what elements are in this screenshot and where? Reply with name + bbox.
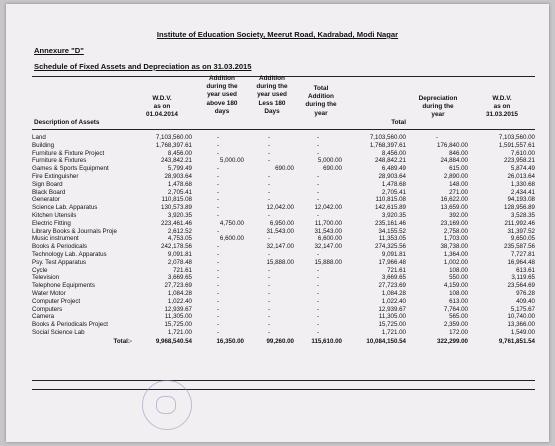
document-sheet <box>6 4 549 442</box>
table-row <box>32 321 535 329</box>
depreciation-cell: 846.00 <box>449 149 468 157</box>
addition-above-180-cell: - <box>216 328 220 336</box>
asset-name-cell: Building <box>32 141 55 149</box>
wdv-open-total-cell: 9,968,540.54 <box>155 337 192 345</box>
asset-name-cell: Water Motor <box>32 289 66 297</box>
addition-less-180-cell: - <box>267 250 271 258</box>
wdv-close-cell: 409.40 <box>516 297 535 305</box>
wdv-open-cell: 27,723.69 <box>164 282 192 290</box>
wdv-close-cell: 7,103,560.00 <box>498 134 535 141</box>
wdv-close-cell: 3,528.35 <box>510 211 535 219</box>
total-addition-cell: 15,888.00 <box>314 258 342 266</box>
wdv-open-cell: 3,920.35 <box>167 211 192 219</box>
table-row <box>32 142 535 150</box>
depreciation-cell: 271.00 <box>449 188 468 196</box>
total-cell: 3,669.65 <box>381 274 406 282</box>
wdv-open-cell: 1,478.68 <box>167 180 192 188</box>
wdv-open-cell: 9,091.81 <box>167 250 192 258</box>
table-row <box>32 243 535 251</box>
total-cell: 235,161.46 <box>375 219 406 227</box>
total-top-rule <box>32 380 535 381</box>
wdv-open-cell: 5,799.49 <box>167 165 192 173</box>
addition-above-180-cell: - <box>216 305 220 313</box>
col-header-wdv-close: W.D.V. as on 31.03.2015 <box>486 95 518 119</box>
total-addition-cell: 6,600.00 <box>317 235 342 243</box>
col-header-total-addition: Total Addition during the year <box>305 85 337 117</box>
seal-stamp-inner <box>156 396 176 414</box>
asset-name-cell: Cycle <box>32 266 48 274</box>
total-addition-cell: - <box>316 305 320 313</box>
total-addition-cell: - <box>316 328 320 336</box>
asset-name-cell: Music instrument <box>32 235 79 243</box>
table-row <box>32 274 535 282</box>
wdv-close-total-cell: 9,761,851.54 <box>498 337 535 345</box>
total-cell: 110,815.08 <box>375 196 406 204</box>
addition-less-180-cell: - <box>267 328 271 336</box>
table-row <box>32 329 535 337</box>
addition-above-180-cell: - <box>216 243 220 251</box>
addition-above-180-cell: - <box>216 274 220 282</box>
total-addition-total-cell: 115,610.00 <box>311 337 342 345</box>
asset-name-cell: Land <box>32 134 46 141</box>
addition-less-180-cell: - <box>267 157 271 165</box>
addition-above-180-cell: - <box>216 211 220 219</box>
depreciation-cell: 4,159.00 <box>443 282 468 290</box>
total-cell: 6,489.49 <box>381 165 406 173</box>
table-row <box>32 134 535 142</box>
addition-above-180-cell: - <box>216 172 220 180</box>
total-addition-cell: - <box>316 211 320 219</box>
total-cell: 11,353.05 <box>378 235 406 243</box>
asset-name-cell: Books & Periodicals Project <box>32 321 109 329</box>
wdv-open-cell: 130,573.89 <box>161 204 192 212</box>
asset-name-cell: Camera <box>32 313 55 321</box>
wdv-close-cell: 235,587.56 <box>504 243 535 251</box>
col-header-addition-above-180: Addition during the year used above 180 days <box>206 75 238 115</box>
asset-name-cell: Games & Sports Equipment <box>32 165 109 173</box>
table-row <box>32 228 535 236</box>
total-addition-cell: - <box>316 297 320 305</box>
wdv-close-cell: 211,992.46 <box>504 219 535 227</box>
addition-less-180-cell: - <box>267 134 271 141</box>
asset-name-cell: Black Board <box>32 188 66 196</box>
col-header-description: Description of Assets <box>34 119 100 126</box>
depreciation-cell: 613.00 <box>449 297 468 305</box>
addition-less-180-cell: - <box>267 172 271 180</box>
wdv-close-cell: 7,610.00 <box>510 149 535 157</box>
total-cell: 274,325.56 <box>375 243 406 251</box>
depreciation-cell: 565.00 <box>449 313 468 321</box>
wdv-close-cell: 1,591,557.61 <box>498 141 535 149</box>
total-addition-cell: - <box>316 172 320 180</box>
total-cell: 248,842.21 <box>375 157 406 165</box>
total-addition-cell: 5,000.00 <box>317 157 342 165</box>
total-bottom-rule <box>32 389 535 390</box>
assets-table <box>32 134 535 346</box>
addition-above-180-cell: - <box>216 321 220 329</box>
asset-name-cell: Books & Periodicals <box>32 243 88 251</box>
wdv-close-cell: 13,366.00 <box>507 321 535 329</box>
col-header-addition-less-180: Addition during the year used Less 180 Days <box>256 75 288 115</box>
asset-name-cell: Computers <box>32 305 63 313</box>
wdv-open-cell: 4,753.05 <box>167 235 192 243</box>
wdv-close-cell: 16,964.48 <box>507 258 535 266</box>
table-row <box>32 204 535 212</box>
wdv-open-cell: 2,612.52 <box>167 227 192 235</box>
depreciation-cell: 1,703.00 <box>443 235 468 243</box>
total-cell: 17,966.48 <box>378 258 406 266</box>
depreciation-cell: 23,169.00 <box>440 219 468 227</box>
total-addition-cell: 32,147.00 <box>314 243 342 251</box>
total-cell: 11,305.00 <box>378 313 406 321</box>
table-row <box>32 282 535 290</box>
asset-name-cell: Furniture & Fixtures <box>32 157 87 165</box>
totals-row <box>32 337 535 346</box>
wdv-close-cell: 5,175.67 <box>510 305 535 313</box>
total-addition-cell: - <box>316 313 320 321</box>
asset-name-cell: Furniture & Fixture Project <box>32 149 105 157</box>
total-addition-cell: - <box>316 274 320 282</box>
addition-less-180-cell: - <box>267 180 271 188</box>
addition-above-180-cell: - <box>216 266 220 274</box>
wdv-close-cell: 94,193.08 <box>507 196 535 204</box>
total-cell: 28,903.64 <box>378 172 406 180</box>
addition-less-180-cell: 12,042.00 <box>266 204 294 212</box>
table-row <box>32 259 535 267</box>
addition-above-180-cell: - <box>216 149 220 157</box>
wdv-close-cell: 128,956.89 <box>504 204 535 212</box>
table-row <box>32 290 535 298</box>
total-cell: 721.61 <box>387 266 406 274</box>
wdv-close-cell: 613.61 <box>516 266 535 274</box>
addition-above-180-cell: - <box>216 134 220 141</box>
wdv-open-cell: 2,078.48 <box>167 258 192 266</box>
addition-less-180-cell: - <box>267 305 271 313</box>
addition-above-180-cell: - <box>216 313 220 321</box>
wdv-close-cell: 7,727.81 <box>510 250 535 258</box>
total-cell: 1,022.40 <box>381 297 406 305</box>
wdv-open-cell: 243,842.21 <box>161 157 192 165</box>
total-addition-cell: - <box>316 141 320 149</box>
total-addition-cell: - <box>316 149 320 157</box>
table-row <box>32 298 535 306</box>
addition-above-180-cell: - <box>216 258 220 266</box>
table-row <box>32 212 535 220</box>
wdv-open-cell: 3,669.65 <box>167 274 192 282</box>
wdv-open-cell: 8,456.00 <box>167 149 192 157</box>
annexure-label: Annexure "D" <box>34 46 84 55</box>
total-cell: 1,478.68 <box>381 180 406 188</box>
wdv-close-cell: 10,740.00 <box>507 313 535 321</box>
asset-name-cell: Telephone Equipments <box>32 282 95 290</box>
total-cell: 15,725.00 <box>378 321 406 329</box>
total-cell: 8,456.00 <box>381 149 406 157</box>
addition-less-180-cell: - <box>267 282 271 290</box>
total-addition-cell: - <box>316 188 320 196</box>
addition-less-180-cell: - <box>267 235 271 243</box>
table-row <box>32 220 535 228</box>
asset-name-cell: Electric Fitting <box>32 219 71 227</box>
depreciation-cell: 13,659.00 <box>440 204 468 212</box>
addition-less-180-cell: 690.00 <box>275 165 294 173</box>
col-header-total: Total <box>391 119 406 126</box>
total-addition-cell: - <box>316 282 320 290</box>
addition-less-180-total-cell: 99,260.00 <box>266 337 294 345</box>
col-header-wdv-open: W.D.V. as on 01.04.2014 <box>146 95 178 119</box>
total-cell: 1,084.28 <box>381 289 406 297</box>
total-cell: 12,939.67 <box>378 305 406 313</box>
wdv-open-cell: 1,768,397.61 <box>155 141 192 149</box>
addition-less-180-cell: - <box>267 141 271 149</box>
total-cell: 27,723.69 <box>378 282 406 290</box>
addition-above-180-cell: 6,600.00 <box>219 235 244 243</box>
wdv-close-cell: 2,434.41 <box>510 188 535 196</box>
depreciation-cell: 16,622.00 <box>440 196 468 204</box>
total-addition-cell: - <box>316 196 320 204</box>
addition-above-180-cell: - <box>216 289 220 297</box>
total-cell: 1,768,397.61 <box>369 141 406 149</box>
wdv-close-cell: 3,119.65 <box>511 274 535 282</box>
addition-less-180-cell: - <box>267 266 271 274</box>
depreciation-cell: 108.00 <box>449 289 468 297</box>
depreciation-cell: 2,758.00 <box>443 227 468 235</box>
wdv-close-cell: 26,013.64 <box>507 172 535 180</box>
depreciation-cell: 108.00 <box>449 266 468 274</box>
asset-name-cell: Technology Lab. Apparatus <box>32 250 107 258</box>
col-header-depreciation: Depreciation during the year <box>418 95 458 119</box>
total-addition-cell: - <box>316 321 320 329</box>
wdv-close-cell: 976.28 <box>516 289 535 297</box>
table-row <box>32 181 535 189</box>
addition-less-180-cell: - <box>267 196 271 204</box>
wdv-open-cell: 110,815.08 <box>161 196 192 204</box>
asset-name-cell: Television <box>32 274 60 282</box>
table-row <box>32 196 535 204</box>
addition-less-180-cell: - <box>267 188 271 196</box>
table-row <box>32 150 535 158</box>
table-row <box>32 313 535 321</box>
addition-above-180-cell: - <box>216 250 220 258</box>
addition-above-180-cell: - <box>216 188 220 196</box>
asset-name-cell: Sign Board <box>32 180 63 188</box>
wdv-close-cell: 1,330.68 <box>510 180 535 188</box>
addition-less-180-cell: - <box>267 313 271 321</box>
total-addition-cell: - <box>316 250 320 258</box>
wdv-close-cell: 23,564.69 <box>507 282 535 290</box>
asset-name-cell: Generator <box>32 196 60 204</box>
totals-label: Total:- <box>113 337 132 345</box>
depreciation-cell: 1,364.00 <box>443 250 468 258</box>
wdv-open-cell: 1,022.40 <box>167 297 192 305</box>
asset-name-cell: Computer Project <box>32 297 81 305</box>
wdv-open-cell: 242,178.56 <box>161 243 192 251</box>
depreciation-cell: 2,359.00 <box>443 321 468 329</box>
table-row <box>32 157 535 165</box>
addition-above-180-cell: 4,750.00 <box>219 219 244 227</box>
addition-above-180-cell: 5,000.00 <box>219 157 244 165</box>
addition-less-180-cell: 32,147.00 <box>266 243 294 251</box>
depreciation-cell: 392.00 <box>449 211 468 219</box>
organization-title: Institute of Education Society, Meerut Road, Kadrabad, Modi Nagar <box>156 30 399 39</box>
wdv-open-cell: 1,721.00 <box>167 328 192 336</box>
assets-table-body <box>32 134 535 346</box>
depreciation-cell: 24,884.00 <box>440 157 468 165</box>
wdv-open-cell: 15,725.00 <box>164 321 192 329</box>
wdv-open-cell: 12,939.67 <box>164 305 192 313</box>
addition-above-180-cell: - <box>216 227 220 235</box>
total-cell: 7,103,560.00 <box>369 134 406 141</box>
schedule-title: Schedule of Fixed Assets and Depreciation as on 31.03.2015 <box>34 62 252 71</box>
wdv-open-cell: 223,461.46 <box>161 219 192 227</box>
addition-above-180-cell: - <box>216 141 220 149</box>
addition-above-180-cell: - <box>216 204 220 212</box>
wdv-open-cell: 28,903.64 <box>164 172 192 180</box>
wdv-open-cell: 7,103,560.00 <box>155 134 192 141</box>
total-addition-cell: 690.00 <box>323 165 342 173</box>
addition-less-180-cell: 31,543.00 <box>266 227 294 235</box>
depreciation-cell: 1,002.00 <box>443 258 468 266</box>
table-row <box>32 306 535 314</box>
depreciation-cell: 176,840.00 <box>437 141 468 149</box>
depreciation-cell: 148.00 <box>449 180 468 188</box>
addition-above-180-total-cell: 16,350.00 <box>216 337 244 345</box>
addition-less-180-cell: - <box>267 211 271 219</box>
depreciation-cell: 550.00 <box>449 274 468 282</box>
total-addition-cell: - <box>316 180 320 188</box>
total-addition-cell: - <box>316 134 320 141</box>
depreciation-cell: 7,764.00 <box>443 305 468 313</box>
depreciation-cell: 615.00 <box>449 165 468 173</box>
wdv-open-cell: 721.61 <box>173 266 192 274</box>
depreciation-cell: 2,890.00 <box>443 172 468 180</box>
asset-name-cell: Science Lab. Apparatus <box>32 204 98 212</box>
table-row <box>32 165 535 173</box>
addition-less-180-cell: 15,888.00 <box>266 258 294 266</box>
asset-name-cell: Fire Extinguisher <box>32 172 79 180</box>
total-addition-cell: 31,543.00 <box>314 227 342 235</box>
addition-less-180-cell: - <box>267 149 271 157</box>
addition-less-180-cell: - <box>267 321 271 329</box>
total-addition-cell: 12,042.00 <box>314 204 342 212</box>
depreciation-cell: - <box>435 134 439 141</box>
header-bottom-rule <box>32 129 535 130</box>
table-row <box>32 251 535 259</box>
wdv-close-cell: 9,650.05 <box>510 235 535 243</box>
addition-above-180-cell: - <box>216 297 220 305</box>
addition-above-180-cell: - <box>216 196 220 204</box>
wdv-open-cell: 11,305.00 <box>164 313 192 321</box>
wdv-close-cell: 223,958.21 <box>504 157 535 165</box>
total-cell: 9,091.81 <box>381 250 406 258</box>
table-row <box>32 189 535 197</box>
depreciation-cell: 38,738.00 <box>440 243 468 251</box>
total-addition-cell: - <box>316 289 320 297</box>
asset-name-cell: Psy. Test Apparatus <box>32 258 87 266</box>
total-addition-cell: - <box>316 266 320 274</box>
wdv-close-cell: 5,874.49 <box>510 165 535 173</box>
total-cell: 34,155.52 <box>378 227 406 235</box>
asset-name-cell: Library Books & Journals Proje <box>32 227 117 235</box>
addition-less-180-cell: - <box>267 274 271 282</box>
addition-above-180-cell: - <box>216 282 220 290</box>
table-row <box>32 173 535 181</box>
wdv-close-cell: 31,397.52 <box>507 227 535 235</box>
total-cell: 142,615.89 <box>375 204 406 212</box>
wdv-close-cell: 1,549.00 <box>510 328 535 336</box>
total-cell: 1,721.00 <box>381 328 406 336</box>
total-cell: 2,705.41 <box>381 188 406 196</box>
total-cell: 3,920.35 <box>381 211 406 219</box>
addition-less-180-cell: - <box>267 297 271 305</box>
asset-name-cell: Kitchen Utensils <box>32 211 77 219</box>
addition-less-180-cell: 6,950.00 <box>269 219 294 227</box>
wdv-open-cell: 1,084.28 <box>167 289 192 297</box>
depreciation-total-cell: 322,299.00 <box>437 337 468 345</box>
total-total-cell: 10,084,150.54 <box>366 337 406 345</box>
addition-less-180-cell: - <box>267 289 271 297</box>
table-row <box>32 267 535 275</box>
table-row <box>32 235 535 243</box>
addition-above-180-cell: - <box>216 180 220 188</box>
depreciation-cell: 172.00 <box>449 328 468 336</box>
total-addition-cell: 11,700.00 <box>314 219 342 227</box>
asset-name-cell: Social Science Lab <box>32 328 85 336</box>
wdv-open-cell: 2,705.41 <box>167 188 192 196</box>
addition-above-180-cell: - <box>216 165 220 173</box>
